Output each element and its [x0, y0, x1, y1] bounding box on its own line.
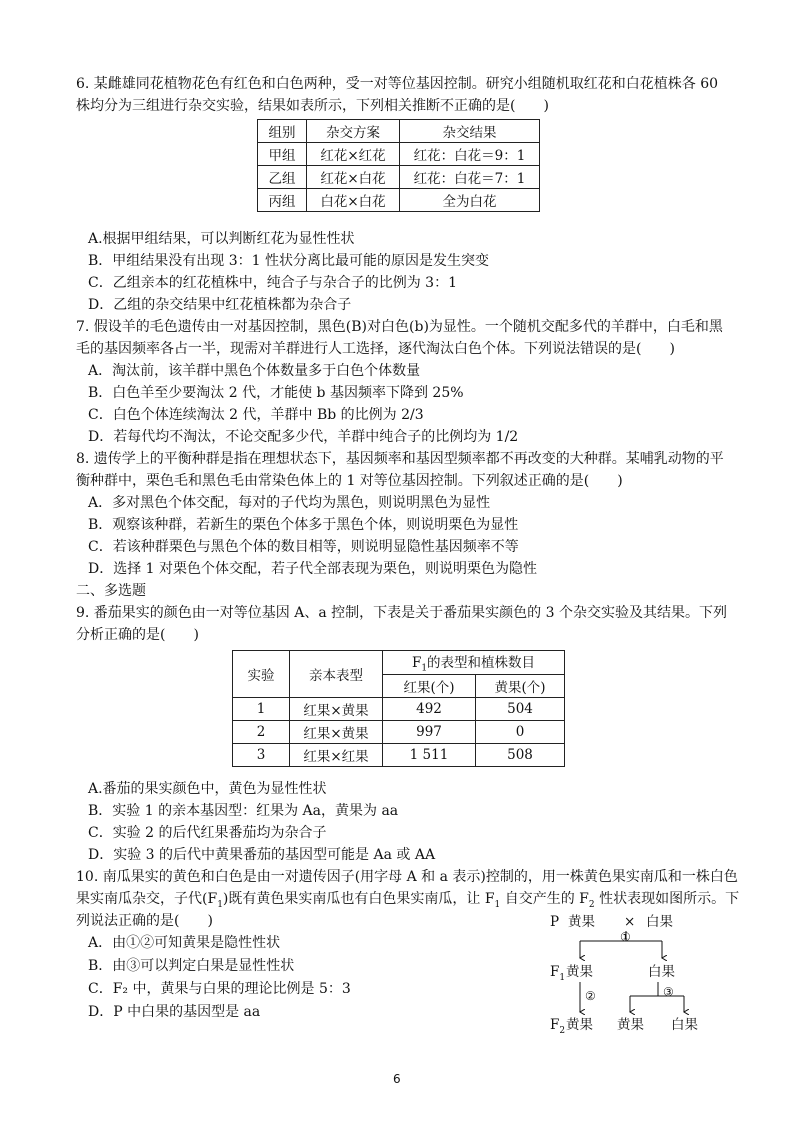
table-row [233, 651, 565, 675]
q6-stem-line1: 6. 某雌雄同花植物花色有红色和白色两种，受一对等位基因控制。研究小组随机取红花和白花植株各 60 [76, 76, 719, 92]
q8-stem-line2: 衡种群中，栗色毛和黑色毛由常染色体上的 1 对等位基因控制。下列叙述正确的是( ) [76, 473, 623, 489]
f1-yellow-label: 黄果 [566, 964, 593, 980]
table-header: 黄果(个) [476, 674, 565, 697]
f2-generation-label [550, 1017, 565, 1036]
q7-option-c: C．白色个体连续淘汰 2 代，羊群中 Bb 的比例为 2/3 [88, 407, 424, 423]
table-cell: 红花×红花 [307, 143, 400, 166]
q10-stem-part: 性状表现如图所示。下 [594, 891, 740, 907]
p-yellow-label: 黄果 [568, 914, 595, 930]
table-header: 亲本表型 [290, 651, 383, 698]
step1-marker: ① [620, 930, 631, 944]
table-row [258, 120, 540, 143]
table-cell: 丙组 [258, 189, 307, 212]
q6-option-b: B．甲组结果没有出现 3：1 性状分离比最可能的原因是发生突变 [88, 253, 490, 269]
q10-stem-line1: 10. 南瓜果实的黄色和白色是由一对遗传因子(用字母 A 和 a 表示)控制的，用一株黄色果实南瓜和一株白色 [76, 869, 738, 885]
q8-option-d: D．选择 1 对栗色个体交配，若子代全部表现为栗色，则说明栗色为隐性 [88, 561, 538, 577]
table-cell: 红果×黄果 [290, 697, 383, 720]
q10-stem-sub: 1 [217, 899, 223, 910]
q10-stem-sub: 1 [494, 899, 501, 910]
f1-header-text: 的表型和植株数目 [427, 655, 536, 671]
table-cell: 504 [476, 697, 565, 720]
q10-stem-part: 自交产生的 F [500, 891, 589, 907]
q9-option-a: A.番茄的果实颜色中，黄色为显性性状 [88, 781, 327, 797]
q10-stem-line3: 列说法正确的是( ) [76, 913, 213, 929]
table-header: 杂交结果 [400, 120, 540, 143]
q7-option-d: D．若每代均不淘汰，不论交配多少代，羊群中纯合子的比例均为 1/2 [88, 429, 519, 445]
table-header: 红果(个) [383, 674, 476, 697]
q10-stem-sub: 2 [588, 899, 595, 910]
table-header: 组别 [258, 120, 307, 143]
q10-stem-part: 果实南瓜杂交，子代(F [76, 891, 218, 907]
section-heading: 二、多选题 [76, 583, 146, 599]
q6-stem-line2: 株均分为三组进行杂交实验，结果如表所示，下列相关推断不正确的是( ) [76, 98, 549, 114]
table-cell: 0 [476, 720, 565, 743]
table-cell: 甲组 [258, 143, 307, 166]
q8-option-a: A．多对黑色个体交配，每对的子代均为黑色，则说明黑色为显性 [88, 495, 491, 511]
f2-white-label: 白果 [671, 1017, 698, 1033]
q6-option-a: A.根据甲组结果，可以判断红花为显性性状 [88, 231, 355, 247]
q10-option-c: C．F₂ 中，黄果与白果的理论比例是 5：3 [88, 981, 351, 997]
q8-option-c: C．若该种群栗色与黑色个体的数目相等，则说明显隐性基因频率不等 [88, 539, 519, 555]
f2-letter: F [550, 1017, 560, 1033]
step2-marker: ② [585, 989, 596, 1003]
q9-option-d: D．实验 3 的后代中黄果番茄的基因型可能是 Aa 或 AA [88, 847, 436, 863]
q10-stem-part: )既有黄色果实南瓜也有白色果实南瓜，让 F [222, 891, 495, 907]
q7-option-a: A．淘汰前，该羊群中黑色个体数量多于白色个体数量 [88, 363, 421, 379]
table-row [233, 720, 565, 743]
p-generation-label: P [550, 914, 560, 930]
f1-letter: F [550, 964, 560, 980]
f2-sub: 2 [559, 1026, 566, 1036]
table-row [258, 166, 540, 189]
q6-option-d: D．乙组的杂交结果中红花植株都为杂合子 [88, 297, 352, 313]
q9-stem-line1: 9. 番茄果实的颜色由一对等位基因 A、a 控制，下表是关于番茄果实颜色的 3 个杂交实验及其结果。下列 [76, 605, 727, 621]
q9-option-b: B．实验 1 的亲本基因型：红果为 Aa，黄果为 aa [88, 803, 399, 819]
table-row [258, 143, 540, 166]
table-cell: 乙组 [258, 166, 307, 189]
table-cell: 1 [233, 697, 290, 720]
table-cell: 2 [233, 720, 290, 743]
page-number: 6 [393, 1072, 401, 1086]
q7-option-b: B．白色羊至少要淘汰 2 代，才能使 b 基因频率下降到 25% [88, 385, 464, 401]
cross-symbol: × [624, 914, 636, 930]
f1-sub: 1 [559, 973, 566, 983]
table-row [233, 743, 565, 766]
p-white-label: 白果 [646, 914, 673, 930]
table-cell: 红果×黄果 [290, 720, 383, 743]
q10-option-b: B．由③可以判定白果是显性性状 [88, 958, 295, 974]
table-header: 杂交方案 [307, 120, 400, 143]
q6-option-c: C．乙组亲本的红花植株中，纯合子与杂合子的比例为 3：1 [88, 275, 457, 291]
f1-generation-label [550, 964, 565, 983]
step3-marker: ③ [663, 985, 674, 999]
q10-option-a: A．由①②可知黄果是隐性性状 [88, 935, 281, 951]
table-cell: 红花：白花＝9：1 [400, 143, 540, 166]
f2-yellow-label-a: 黄果 [566, 1017, 593, 1033]
f1-white-label: 白果 [648, 964, 675, 980]
table-header: 实验 [233, 651, 290, 698]
q9-option-c: C．实验 2 的后代红果番茄均为杂合子 [88, 825, 327, 841]
table-cell: 白花×白花 [307, 189, 400, 212]
f2-yellow-label-b: 黄果 [617, 1017, 644, 1033]
table-cell: 1 511 [383, 743, 476, 766]
table-cell: 红果×红果 [290, 743, 383, 766]
f1-header-f: F [411, 655, 422, 671]
table-cell: 492 [383, 697, 476, 720]
pumpkin-cross-diagram [540, 908, 720, 1038]
table-cell: 3 [233, 743, 290, 766]
q10-option-d: D．P 中白果的基因型是 aa [88, 1004, 261, 1020]
table-cell: 红花×白花 [307, 166, 400, 189]
q7-stem-line1: 7. 假设羊的毛色遗传由一对基因控制，黑色(B)对白色(b)为显性。一个随机交配多代的羊群中，白毛和黑 [76, 319, 723, 335]
q6-table [257, 119, 540, 212]
q8-stem-line1: 8. 遗传学上的平衡种群是指在理想状态下，基因频率和基因型频率都不再改变的大种群。某哺乳动物的平 [76, 451, 724, 467]
table-cell: 997 [383, 720, 476, 743]
table-row [233, 697, 565, 720]
table-cell: 红花：白花＝7：1 [400, 166, 540, 189]
f1-header-sub: 1 [421, 663, 428, 674]
table-cell: 全为白花 [400, 189, 540, 212]
q9-stem-line2: 分析正确的是( ) [76, 627, 199, 643]
table-cell: 508 [476, 743, 565, 766]
table-row [258, 189, 540, 212]
q9-table [232, 650, 565, 767]
q7-stem-line2: 毛的基因频率各占一半，现需对羊群进行人工选择，逐代淘汰白色个体。下列说法错误的是( ) [76, 341, 675, 357]
table-header [383, 651, 565, 675]
q8-option-b: B．观察该种群，若新生的栗色个体多于黑色个体，则说明栗色为显性 [88, 517, 519, 533]
